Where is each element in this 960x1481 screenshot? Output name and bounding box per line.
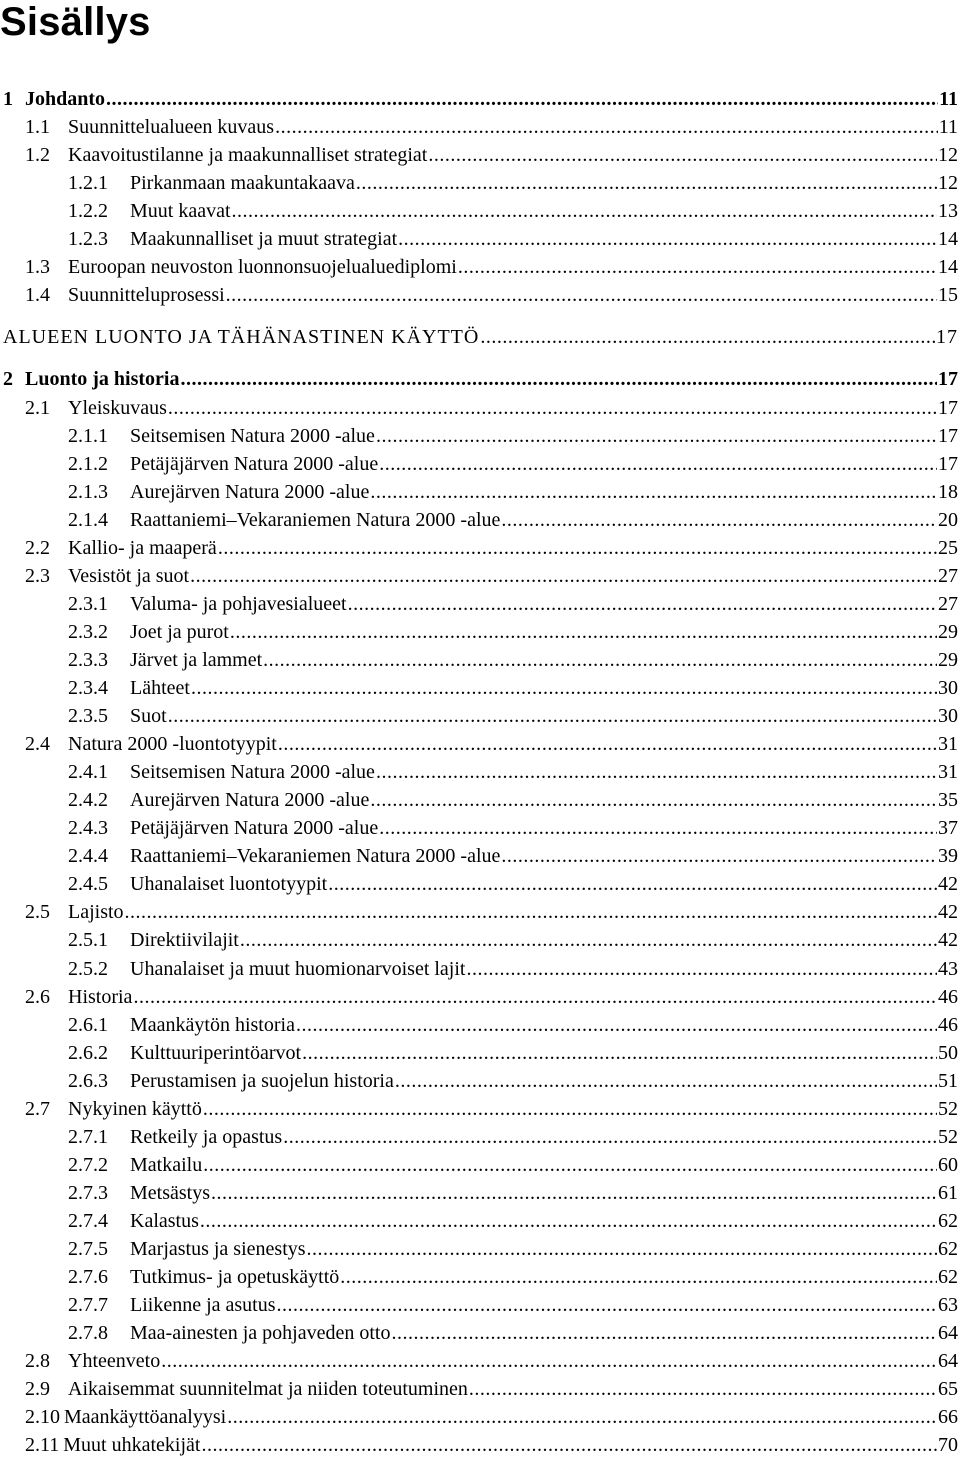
toc-entry-title: Historia: [68, 985, 133, 1008]
toc-entry-page-number: 31: [938, 733, 958, 756]
toc-entry-title: Johdanto: [25, 88, 106, 110]
toc-entry-page-number: 42: [938, 929, 958, 952]
toc-entry[interactable]: [68, 198, 958, 224]
toc-entry-number: 2.6.3: [68, 1069, 108, 1092]
toc-entry-page-number: 42: [938, 873, 958, 896]
toc-entry-title: Liikenne ja asutus: [130, 1294, 276, 1317]
toc-entry-number: 2.4.5: [68, 873, 108, 896]
toc-entry[interactable]: [68, 843, 958, 869]
toc-entry-number: 2.7.6: [68, 1266, 108, 1289]
toc-entry-title: Järvet ja lammet: [130, 648, 263, 671]
dot-leader: [203, 1096, 937, 1122]
toc-entry-page-number: 31: [938, 761, 958, 784]
toc-entry-number: 1.2.2: [68, 200, 108, 223]
toc-entry-page-number: 52: [938, 1097, 958, 1120]
toc-entry-title: Valuma- ja pohjavesialueet: [130, 592, 347, 615]
page-title: Sisällys: [0, 0, 151, 44]
dot-leader: [480, 324, 935, 350]
dot-leader: [296, 1012, 937, 1038]
toc-entry-title: Yhteenveto: [68, 1350, 161, 1373]
toc-entry-title: Seitsemisen Natura 2000 -alue: [130, 424, 375, 447]
toc-entry-page-number: 46: [938, 985, 958, 1008]
toc-entry-number: 1.2.1: [68, 172, 108, 195]
toc-entry-title: Perustamisen ja suojelun historia: [130, 1069, 394, 1092]
toc-entry-page-number: 51: [938, 1069, 958, 1092]
toc-entry[interactable]: [68, 703, 958, 729]
toc-entry-page-number: 29: [938, 648, 958, 671]
toc-entry-number: 2.4.3: [68, 817, 108, 840]
dot-leader: [340, 1264, 937, 1290]
toc-entry[interactable]: [68, 1180, 958, 1206]
dot-leader: [180, 366, 937, 392]
toc-entry-number: 2.4.4: [68, 845, 108, 868]
toc-entry-number: 2.3.3: [68, 648, 108, 671]
toc-entry-page-number: 17: [938, 424, 958, 447]
toc-entry[interactable]: [25, 1432, 958, 1458]
toc-entry-number: 2.3.5: [68, 705, 108, 728]
toc-entry[interactable]: [25, 899, 958, 925]
toc-entry-title: Petäjäjärven Natura 2000 -alue: [130, 817, 379, 840]
toc-entry-page-number: 42: [938, 901, 958, 924]
toc-entry-number: 2.5: [25, 901, 50, 924]
toc-entry-number: 1.2.3: [68, 228, 108, 251]
toc-entry-title: Kalastus: [130, 1209, 199, 1232]
toc-entry-number: 2.7: [25, 1097, 50, 1120]
dot-leader: [226, 282, 937, 308]
toc-entry-number: 1.1: [25, 116, 50, 139]
toc-entry-number: 2.1.1: [68, 424, 108, 447]
toc-entry-page-number: 70: [938, 1434, 958, 1457]
toc-entry-title: Lajisto: [68, 901, 124, 924]
toc-entry-title: Suunnittelualueen kuvaus: [68, 116, 275, 139]
toc-entry-number: 2.6.1: [68, 1013, 108, 1036]
toc-entry-number: 2.6.2: [68, 1041, 108, 1064]
toc-entry[interactable]: [68, 451, 958, 477]
toc-entry-title: Petäjäjärven Natura 2000 -alue: [130, 452, 379, 475]
toc-entry-page-number: 27: [938, 564, 958, 587]
toc-entry-page-number: 52: [938, 1125, 958, 1148]
toc-entry-title: Suunnitteluprosessi: [68, 284, 225, 307]
toc-entry-page-number: 50: [938, 1041, 958, 1064]
toc-entry-number: 2.2: [25, 536, 50, 559]
toc-entry-title: Raattaniemi–Vekaraniemen Natura 2000 -alue: [130, 508, 501, 531]
toc-entry-title: Uhanalaiset ja muut huomionarvoiset lajit: [130, 957, 466, 980]
toc-entry[interactable]: [68, 1320, 958, 1346]
toc-entry[interactable]: [68, 479, 958, 505]
toc-entry[interactable]: [25, 114, 958, 140]
toc-entry-number: 2.8: [25, 1350, 50, 1373]
toc-entry[interactable]: [68, 815, 958, 841]
dot-leader: [232, 198, 937, 224]
toc-entry[interactable]: [25, 254, 958, 280]
toc-entry-title: Uhanalaiset luontotyypit: [130, 873, 328, 896]
toc-entry-title: ALUEEN LUONTO JA TÄHÄNASTINEN KÄYTTÖ: [3, 326, 480, 349]
toc-entry-page-number: 35: [938, 789, 958, 812]
toc-entry-title: Aurejärven Natura 2000 -alue: [130, 789, 370, 812]
dot-leader: [168, 703, 937, 729]
toc-entry-page-number: 17: [938, 396, 958, 419]
toc-entry-title: Lähteet: [130, 677, 190, 699]
dot-leader: [263, 647, 937, 673]
toc-entry-number: 2.7.7: [68, 1294, 108, 1317]
toc-entry[interactable]: [25, 1096, 958, 1122]
toc-entry-number: 2.7.5: [68, 1238, 108, 1260]
toc-entry[interactable]: [68, 423, 958, 449]
dot-leader: [203, 1152, 937, 1178]
toc-entry[interactable]: [68, 170, 958, 196]
toc-entry-number: 2.7.8: [68, 1322, 108, 1345]
dot-leader: [328, 871, 937, 897]
toc-entry-title: Joet ja purot: [130, 620, 229, 643]
toc-entry-title: Maankäyttöanalyysi: [64, 1406, 227, 1429]
toc-entry-page-number: 30: [938, 677, 958, 699]
toc-entry-number: 2.7.2: [68, 1153, 108, 1176]
toc-entry-title: Seitsemisen Natura 2000 -alue: [130, 761, 375, 784]
toc-entry-page-number: 60: [938, 1153, 958, 1176]
toc-entry-page-number: 18: [938, 480, 958, 503]
dot-leader: [201, 1432, 937, 1458]
dot-leader: [395, 1068, 937, 1094]
toc-entry-page-number: 65: [938, 1378, 958, 1401]
toc-entry-title: Retkeily ja opastus: [130, 1125, 283, 1148]
toc-entry-page-number: 46: [938, 1013, 958, 1036]
toc-entry[interactable]: [68, 675, 958, 701]
toc-entry[interactable]: [68, 647, 958, 673]
dot-leader: [168, 395, 937, 421]
toc-entry-number: 2.7.3: [68, 1181, 108, 1204]
toc-entry[interactable]: [3, 324, 958, 350]
dot-leader: [379, 451, 937, 477]
toc-entry-page-number: 43: [938, 957, 958, 980]
toc-entry-page-number: 15: [938, 284, 958, 307]
dot-leader: [278, 731, 937, 757]
toc-entry[interactable]: [3, 366, 958, 392]
dot-leader: [458, 254, 937, 280]
dot-leader: [211, 1180, 937, 1206]
toc-entry-page-number: 39: [938, 845, 958, 868]
dot-leader: [466, 956, 937, 982]
toc-entry-title: Aikaisemmat suunnitelmat ja niiden toteutuminen: [68, 1378, 468, 1401]
dot-leader: [283, 1124, 937, 1150]
toc-entry-title: Suot: [130, 705, 167, 728]
toc-entry[interactable]: [68, 1040, 958, 1066]
toc-entry-title: Maa-ainesten ja pohjaveden otto: [130, 1322, 391, 1345]
toc-entry-page-number: 66: [938, 1406, 958, 1429]
toc-entry-page-number: 11: [938, 116, 958, 139]
toc-entry-page-number: 30: [938, 705, 958, 728]
toc-entry-title: Muut kaavat: [130, 200, 231, 223]
dot-leader: [227, 1404, 937, 1430]
toc-entry[interactable]: [68, 1264, 958, 1290]
dot-leader: [356, 170, 937, 196]
toc-entry-title: Direktiivilajit: [130, 929, 239, 952]
dot-leader: [133, 984, 937, 1010]
toc-entry[interactable]: [68, 591, 958, 617]
toc-entry-number: 2.3: [25, 564, 50, 587]
toc-entry[interactable]: [25, 984, 958, 1010]
dot-leader: [307, 1236, 937, 1262]
toc-entry-page-number: 61: [938, 1181, 958, 1204]
toc-entry-page-number: 17: [938, 452, 958, 475]
toc-entry-page-number: 17: [938, 368, 958, 391]
toc-entry-number: 2.3.2: [68, 620, 108, 643]
dot-leader: [391, 1320, 937, 1346]
dot-leader: [106, 86, 938, 112]
toc-entry-title: Kallio- ja maaperä: [68, 536, 217, 559]
toc-entry[interactable]: [68, 871, 958, 897]
toc-entry-title: Matkailu: [130, 1153, 203, 1176]
toc-entry-number: 2.9: [25, 1378, 50, 1401]
toc-entry-page-number: 62: [938, 1238, 958, 1260]
toc-entry-page-number: 17: [936, 326, 958, 349]
toc-entry-number: 2.3.1: [68, 592, 108, 615]
toc-entry[interactable]: [68, 619, 958, 645]
toc-entry-number: 2.1.2: [68, 452, 108, 475]
dot-leader: [275, 114, 938, 140]
toc-entry-number: 1: [3, 88, 13, 110]
toc-entry-page-number: 27: [938, 592, 958, 615]
toc-entry-page-number: 14: [938, 256, 958, 279]
toc-entry-number: 2.5.1: [68, 929, 108, 952]
toc-entry[interactable]: [25, 1376, 958, 1402]
toc-entry-page-number: 25: [938, 536, 958, 559]
toc-entry[interactable]: [68, 1236, 958, 1262]
toc-entry-number: 1.4: [25, 284, 50, 307]
toc-entry[interactable]: [68, 927, 958, 953]
dot-leader: [428, 142, 937, 168]
toc-entry-title: Nykyinen käyttö: [68, 1097, 202, 1120]
dot-leader: [370, 787, 937, 813]
toc-entry-title: Muut uhkatekijät: [63, 1434, 201, 1457]
toc-entry-page-number: 64: [938, 1322, 958, 1345]
toc-entry-number: 2.7.4: [68, 1209, 108, 1232]
toc-entry-title: Yleiskuvaus: [68, 396, 167, 419]
toc-entry[interactable]: [68, 226, 958, 252]
toc-entry[interactable]: [25, 395, 958, 421]
toc-entry-title: Euroopan neuvoston luonnonsuojelualuediplomi: [68, 256, 457, 279]
toc-entry-page-number: 13: [938, 200, 958, 223]
toc-entry-number: 2.5.2: [68, 957, 108, 980]
toc-entry[interactable]: [68, 759, 958, 785]
toc-entry[interactable]: [25, 1404, 958, 1430]
toc-entry-number: 1.2: [25, 144, 50, 167]
dot-leader: [218, 535, 937, 561]
toc-entry-title: Raattaniemi–Vekaraniemen Natura 2000 -alue: [130, 845, 501, 868]
dot-leader: [191, 675, 937, 701]
toc-entry-title: Tutkimus- ja opetuskäyttö: [130, 1266, 340, 1289]
dot-leader: [469, 1376, 937, 1402]
toc-entry-page-number: 12: [938, 172, 958, 195]
toc-entry-page-number: 62: [938, 1266, 958, 1289]
toc-entry-title: Aurejärven Natura 2000 -alue: [130, 480, 370, 503]
toc-entry[interactable]: [25, 142, 958, 168]
toc-entry-number: 2.4: [25, 733, 50, 756]
dot-leader: [240, 927, 937, 953]
toc-entry-number: 2.11: [25, 1434, 60, 1457]
toc-entry[interactable]: [68, 1124, 958, 1150]
dot-leader: [398, 226, 937, 252]
toc-entry-page-number: 62: [938, 1209, 958, 1232]
toc-entry[interactable]: [68, 507, 958, 533]
toc-entry-number: 2: [3, 368, 13, 391]
toc-entry[interactable]: [68, 1012, 958, 1038]
toc-entry[interactable]: [25, 1348, 958, 1374]
toc-entry-page-number: 37: [938, 817, 958, 840]
toc-entry-title: Maankäytön historia: [130, 1013, 295, 1036]
toc-entry[interactable]: [68, 1292, 958, 1318]
toc-entry-number: 2.3.4: [68, 677, 108, 699]
toc-entry[interactable]: [3, 86, 958, 112]
dot-leader: [200, 1208, 937, 1234]
toc-entry-number: 2.1.4: [68, 508, 108, 531]
toc-entry[interactable]: [68, 787, 958, 813]
dot-leader: [370, 479, 937, 505]
dot-leader: [277, 1292, 937, 1318]
toc-entry-title: Luonto ja historia: [25, 368, 180, 391]
toc-entry[interactable]: [68, 1152, 958, 1178]
toc-entry-page-number: 11: [939, 88, 958, 110]
toc-entry-number: 2.10: [25, 1406, 60, 1429]
toc-entry-title: Natura 2000 -luontotyypit: [68, 733, 277, 756]
toc-entry-title: Marjastus ja sienestys: [130, 1238, 306, 1260]
toc-entry-title: Kaavoitustilanne ja maakunnalliset strategiat: [68, 144, 428, 167]
toc-entry-number: 2.1.3: [68, 480, 108, 503]
dot-leader: [161, 1348, 937, 1374]
dot-leader: [376, 759, 937, 785]
dot-leader: [379, 815, 937, 841]
toc-entry[interactable]: [68, 1068, 958, 1094]
dot-leader: [190, 563, 937, 589]
toc-entry-page-number: 20: [938, 508, 958, 531]
toc-entry[interactable]: [25, 563, 958, 589]
toc-entry-page-number: 14: [938, 228, 958, 251]
toc-entry-title: Pirkanmaan maakuntakaava: [130, 172, 355, 195]
toc-entry[interactable]: [68, 956, 958, 982]
toc-entry-title: Metsästys: [130, 1181, 210, 1204]
dot-leader: [302, 1040, 937, 1066]
dot-leader: [125, 899, 937, 925]
toc-entry[interactable]: [25, 535, 958, 561]
toc-entry-page-number: 12: [938, 144, 958, 167]
toc-entry[interactable]: [25, 282, 958, 308]
toc-entry[interactable]: [68, 1208, 958, 1234]
toc-entry-title: Maakunnalliset ja muut strategiat: [130, 228, 398, 251]
toc-entry-number: 2.6: [25, 985, 50, 1008]
toc-entry-page-number: 29: [938, 620, 958, 643]
dot-leader: [376, 423, 937, 449]
toc-entry[interactable]: [25, 731, 958, 757]
toc-entry-title: Kulttuuriperintöarvot: [130, 1041, 302, 1064]
toc-entry-page-number: 64: [938, 1350, 958, 1373]
toc-entry-number: 2.7.1: [68, 1125, 108, 1148]
toc-entry-page-number: 63: [938, 1294, 958, 1317]
dot-leader: [348, 591, 937, 617]
toc-entry-number: 2.4.1: [68, 761, 108, 784]
dot-leader: [230, 619, 937, 645]
toc-entry-title: Vesistöt ja suot: [68, 564, 190, 587]
dot-leader: [501, 843, 937, 869]
dot-leader: [501, 507, 937, 533]
toc-entry-number: 1.3: [25, 256, 50, 279]
toc-entry-number: 2.4.2: [68, 789, 108, 812]
toc-entry-number: 2.1: [25, 396, 50, 419]
